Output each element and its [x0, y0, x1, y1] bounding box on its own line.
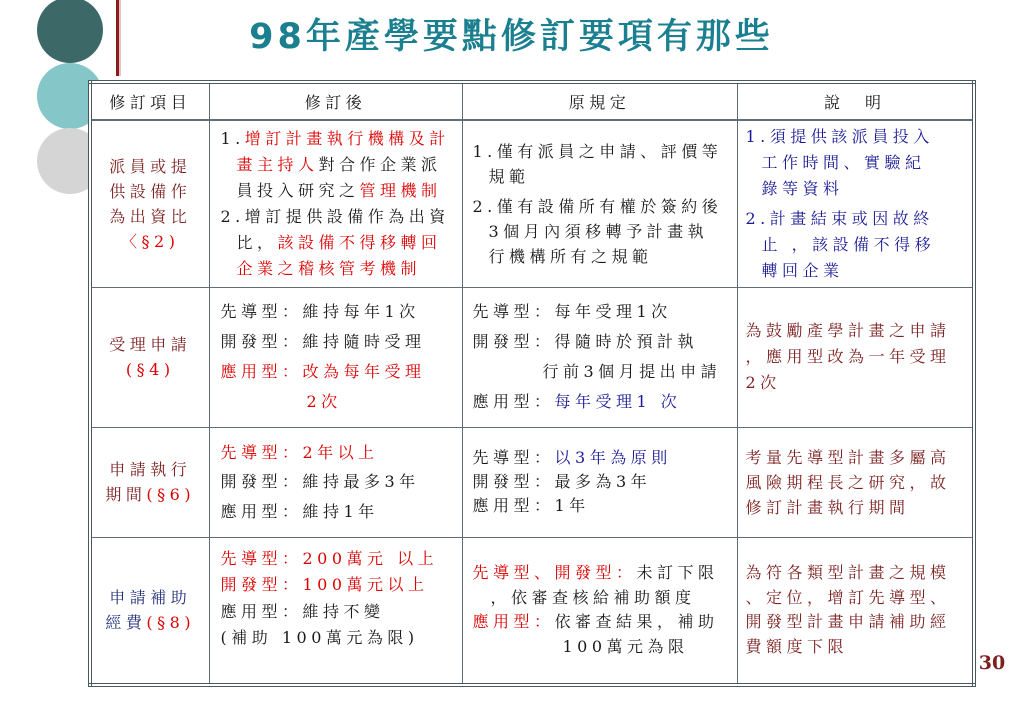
text-segment: 開發型：維持最多3年 [220, 472, 420, 492]
cell-paragraph [473, 297, 733, 417]
text-segment: 3個月內須移轉予計畫執 [488, 221, 709, 241]
text-segment: 員投入研究之 [236, 180, 360, 200]
text-line [221, 204, 458, 230]
text-line [473, 561, 733, 586]
cell-explanation [737, 287, 974, 427]
text-segment: 開發型：最多為3年 [472, 472, 652, 491]
text-segment: 開發型：100萬元以上 [220, 575, 429, 594]
text-segment: 開發型：得隨時於預計執 [472, 332, 699, 351]
text-line [94, 229, 207, 254]
text-line [94, 457, 207, 482]
text-line [94, 154, 207, 179]
table-row [90, 427, 974, 537]
text-segment: 以3年為原則 [554, 448, 672, 467]
text-segment: 應用型： [472, 392, 555, 411]
text-line [473, 470, 733, 494]
text-segment: 為出資比 [109, 206, 192, 226]
text-line [746, 344, 969, 370]
text-line [221, 625, 458, 652]
text-line [221, 327, 458, 357]
cell-revised [209, 427, 462, 537]
text-line [473, 194, 733, 219]
cell-paragraph [473, 194, 733, 269]
text-line [473, 635, 733, 660]
text-line [473, 219, 733, 244]
text-line [221, 357, 458, 387]
text-line [746, 586, 969, 611]
text-line [746, 561, 969, 586]
header-revised: 修訂後 [209, 82, 462, 120]
cell-paragraph [94, 585, 207, 635]
cell-paragraph [473, 139, 733, 189]
text-line [94, 585, 207, 610]
cell-paragraph [94, 332, 207, 382]
text-line [221, 572, 458, 599]
text-segment: 應用型：維持不變 [220, 601, 385, 621]
header-original: 原規定 [462, 82, 737, 120]
text-segment: 、定位，增訂先導型、 [745, 587, 951, 607]
text-line [746, 635, 969, 660]
cell-original [462, 537, 737, 685]
text-line [473, 357, 733, 387]
text-segment: 行機構所有之規範 [488, 246, 653, 266]
cell-revised [209, 537, 462, 685]
text-segment: 修訂計畫執行期間 [745, 497, 910, 517]
text-line [221, 497, 458, 527]
text-line [746, 206, 969, 232]
text-segment: 1. [220, 128, 245, 148]
text-line [473, 494, 733, 518]
cell-revision-item [90, 427, 209, 537]
text-line [94, 332, 207, 357]
text-segment: 止 ，該設備不得移 [761, 234, 936, 254]
text-segment: 2.增訂提供設備作為出資 [220, 206, 450, 226]
text-line [746, 150, 969, 176]
text-segment: 2.僅有設備所有權於簽約後 [472, 196, 723, 216]
text-segment: 轉回企業 [761, 260, 844, 280]
cell-paragraph [221, 438, 458, 527]
text-line [221, 178, 458, 204]
text-segment: 受理申請 [109, 335, 192, 354]
cell-revision-item [90, 537, 209, 685]
cell-paragraph [221, 297, 458, 417]
cell-paragraph [746, 206, 969, 284]
header-row [90, 82, 974, 120]
table-row [90, 537, 974, 685]
cell-revised [209, 120, 462, 287]
text-segment: 應用型：改為每年受理 [220, 362, 426, 381]
text-segment: (§8) [146, 613, 196, 633]
cell-paragraph [221, 126, 458, 204]
text-segment: 先導型、開發型： [472, 563, 637, 583]
text-segment: 錄等資料 [761, 178, 844, 198]
text-segment: 2次 [306, 392, 342, 411]
text-segment: 開發型計畫申請補助經 [745, 612, 951, 632]
text-segment: 應用型：1年 [472, 496, 590, 515]
text-segment: 每年受理1 次 [554, 392, 682, 411]
text-segment: 經費 [105, 613, 147, 633]
text-segment: ，應用型改為一年受理 [745, 347, 951, 366]
text-line [221, 467, 458, 497]
cell-revision-item [90, 120, 209, 287]
text-line [746, 445, 969, 470]
text-segment: (補助 100萬元為限) [220, 628, 419, 647]
cell-original [462, 120, 737, 287]
cell-paragraph [221, 204, 458, 282]
text-line [473, 586, 733, 611]
text-segment: 行前3個月提出申請 [542, 362, 722, 381]
text-segment: 開發型：維持隨時受理 [220, 332, 426, 351]
cell-original [462, 427, 737, 537]
text-segment: 先導型：每年受理1次 [472, 302, 672, 321]
text-segment: 期間 [105, 485, 147, 504]
text-line [94, 482, 207, 507]
text-line [746, 318, 969, 344]
text-line [473, 610, 733, 635]
text-segment: 對合作企業派 [318, 154, 442, 174]
cell-explanation [737, 120, 974, 287]
text-segment: 1.僅有派員之申請、評價等 [472, 141, 723, 161]
text-segment: 2.計畫結束或因故終 [745, 208, 934, 228]
text-segment: 規範 [488, 166, 530, 186]
text-line [746, 124, 969, 150]
text-segment: 申請執行 [109, 460, 192, 479]
cell-paragraph [473, 561, 733, 659]
text-segment: 該設備不得移轉回 [277, 232, 442, 252]
text-segment: 為鼓勵產學計畫之申請 [745, 321, 951, 340]
text-segment: 應用型： [472, 612, 555, 632]
text-segment: (§6) [146, 485, 196, 504]
text-segment: 工作時間、實驗紀 [761, 152, 926, 172]
text-segment: 依審查結果，補助 [554, 612, 719, 632]
text-line [473, 327, 733, 357]
text-line [94, 204, 207, 229]
text-segment: 先導型： [472, 448, 555, 467]
text-segment: 增訂計畫執行機構及計 [244, 128, 450, 148]
text-line [221, 599, 458, 626]
cell-paragraph [746, 561, 969, 659]
text-line [473, 297, 733, 327]
page-number: 30 [978, 652, 1006, 674]
cell-paragraph [746, 318, 969, 396]
header-revision-item: 修訂項目 [90, 82, 209, 120]
text-line [221, 126, 458, 152]
table-row [90, 120, 974, 287]
text-line [746, 258, 969, 284]
header-explanation: 說 明 [737, 82, 974, 120]
text-line [746, 370, 969, 396]
table-head [90, 82, 974, 120]
text-line [473, 139, 733, 164]
cell-revised [209, 287, 462, 427]
text-line [746, 610, 969, 635]
text-segment: 考量先導型計畫多屬高 [745, 447, 951, 467]
cell-paragraph [746, 124, 969, 202]
text-line [746, 232, 969, 258]
text-line [221, 438, 458, 468]
text-line [221, 297, 458, 327]
text-line [94, 357, 207, 382]
text-segment: 2次 [745, 373, 781, 392]
text-segment: 畫主持人 [236, 154, 319, 174]
cell-paragraph [473, 446, 733, 518]
cell-revision-item [90, 287, 209, 427]
text-segment: 申請補助 [109, 588, 192, 608]
text-segment: ，依審查核給補助額度 [490, 587, 696, 607]
text-line [94, 179, 207, 204]
text-line [473, 244, 733, 269]
text-line [473, 446, 733, 470]
revision-table [88, 80, 976, 687]
text-line [746, 470, 969, 495]
text-line [746, 495, 969, 520]
text-segment: 先導型：2年以上 [220, 442, 379, 462]
cell-paragraph [221, 546, 458, 652]
text-segment: 1.須提供該派員投入 [745, 126, 934, 146]
text-segment: 管理機制 [359, 180, 442, 200]
text-segment: 〈§2) [121, 231, 180, 251]
text-segment: 風險期程長之研究，故 [745, 472, 951, 492]
text-segment: 為符各類型計畫之規模 [745, 563, 951, 583]
text-segment: 先導型：200萬元 以上 [220, 548, 439, 568]
cell-explanation [737, 537, 974, 685]
table-row [90, 287, 974, 427]
text-segment: 企業之稽核管考機制 [236, 258, 422, 278]
cell-original [462, 287, 737, 427]
text-segment: 100萬元為限 [562, 636, 689, 656]
text-line [221, 230, 458, 256]
slide-title: 98年產學要點修訂要項有那些 [249, 17, 774, 57]
text-segment: (§4) [125, 360, 175, 379]
cell-paragraph [746, 445, 969, 520]
text-segment: 供設備作 [109, 181, 192, 201]
text-line [746, 176, 969, 202]
text-line [473, 164, 733, 189]
text-segment: 費額度下限 [745, 636, 849, 656]
text-line [221, 546, 458, 573]
text-segment: 派員或提 [109, 156, 192, 176]
text-segment: 應用型：維持1年 [220, 501, 379, 521]
text-line [221, 152, 458, 178]
table-body [90, 120, 974, 685]
text-line [221, 387, 458, 417]
text-line [94, 610, 207, 635]
text-segment: 未訂下限 [636, 563, 719, 583]
text-segment: 先導型：維持每年1次 [220, 302, 420, 321]
text-line [473, 387, 733, 417]
cell-paragraph [94, 457, 207, 507]
text-segment: 比， [236, 232, 278, 252]
text-line [221, 256, 458, 282]
cell-paragraph [94, 154, 207, 254]
cell-explanation [737, 427, 974, 537]
